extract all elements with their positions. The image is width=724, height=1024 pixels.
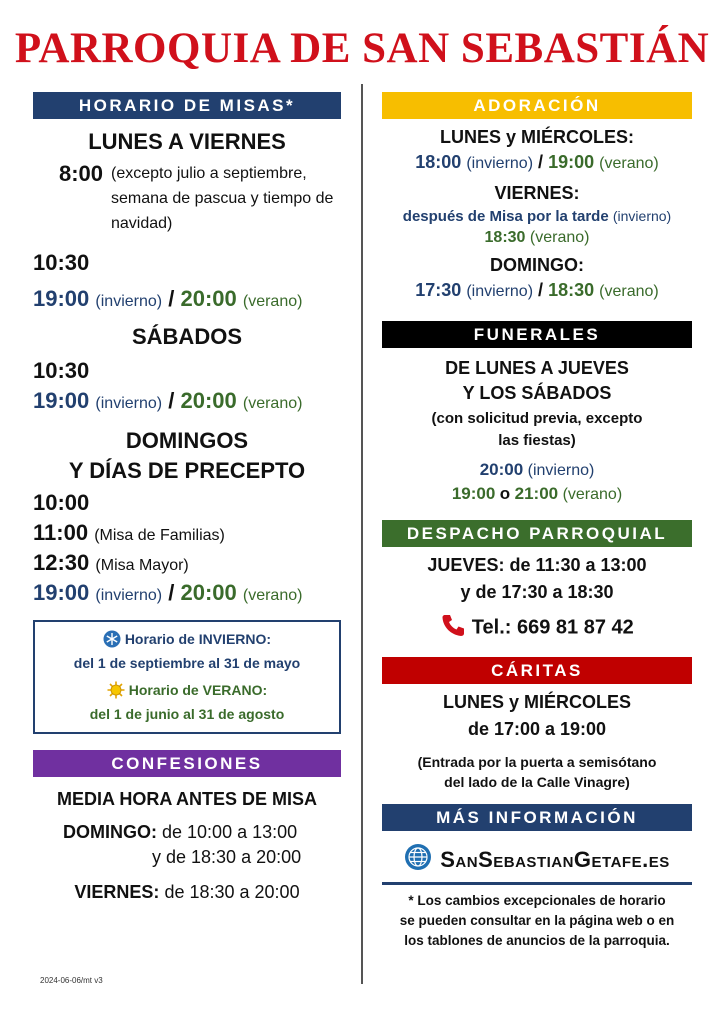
weekday-title: LUNES A VIERNES xyxy=(88,129,286,154)
version-label: 2024-06-06/mt v3 xyxy=(40,976,103,985)
snowflake-icon xyxy=(103,630,121,651)
website-link[interactable]: SanSebastianGetafe.es xyxy=(440,846,670,872)
weekday-8-note: (excepto julio a septiembre, semana de pascua y tiempo de navidad) xyxy=(111,165,334,232)
caritas-line1: LUNES y MIÉRCOLES xyxy=(442,692,632,712)
saturday-title: SÁBADOS xyxy=(131,324,242,349)
summer-range: del 1 de junio al 31 de agosto xyxy=(89,706,285,722)
summer-title-row: Horario de VERANO: xyxy=(41,681,333,702)
funerales-header: FUNERALES xyxy=(382,321,692,348)
weekday-evening-row: 19:00 (invierno) / 20:00 (verano) xyxy=(33,286,303,311)
weekday-time-1030: 10:30 xyxy=(33,250,90,275)
confesiones-friday-row: VIERNES: de 18:30 a 20:00 xyxy=(74,882,300,902)
funerales-winter: 20:00 (invierno) xyxy=(479,460,595,479)
funerales-note: (con solicitud previa, excepto las fiestas) xyxy=(431,410,643,449)
adoracion-mw-times: 18:00 (invierno) / 19:00 (verano) xyxy=(415,152,659,172)
weekday-time-8: 8:00 xyxy=(58,161,103,186)
adoracion-sun-times: 17:30 (invierno) / 18:30 (verano) xyxy=(415,280,659,300)
page-title: PARROQUIA DE SAN SEBASTIÁN xyxy=(14,25,710,72)
despacho-line1: JUEVES: de 11:30 a 13:00 xyxy=(427,555,647,575)
winter-range: del 1 de septiembre al 31 de mayo xyxy=(73,655,301,671)
globe-icon xyxy=(404,843,432,876)
saturday-time-1030: 10:30 xyxy=(33,358,90,383)
phone-icon xyxy=(440,613,466,643)
funerales-summer: 19:00 o 21:00 (verano) xyxy=(451,484,623,503)
confesiones-sunday-row: DOMINGO: de 10:00 a 13:00 xyxy=(63,822,298,842)
confesiones-sunday-row2: y de 18:30 a 20:00 xyxy=(152,847,302,867)
caritas-note: (Entrada por la puerta a semisótano del lado de la Calle Vinagre) xyxy=(417,754,657,790)
confesiones-line1: MEDIA HORA ANTES DE MISA xyxy=(56,789,317,809)
info-header: MÁS INFORMACIÓN xyxy=(382,804,692,831)
phone-number[interactable]: Tel.: 669 81 87 42 xyxy=(471,616,634,639)
adoracion-fri-summer: 18:30 (verano) xyxy=(484,229,590,246)
despacho-header: DESPACHO PARROQUIAL xyxy=(382,520,692,547)
right-column xyxy=(382,92,692,951)
footnote: * Los cambios excepcionales de horario se pueden consultar en la página web o en los tablones de anuncios de la parroquia. xyxy=(382,882,692,951)
sunday-time-1000: 10:00 xyxy=(33,490,90,515)
sunday-time-1230-row: 12:30 (Misa Mayor) xyxy=(33,550,189,575)
sun-icon xyxy=(107,681,125,702)
column-divider xyxy=(361,84,363,984)
sunday-evening-row: 19:00 (invierno) / 20:00 (verano) xyxy=(33,580,303,605)
adoracion-mw-title: LUNES y MIÉRCOLES: xyxy=(439,127,635,147)
despacho-line2: y de 17:30 a 18:30 xyxy=(460,582,614,602)
sunday-title: DOMINGOS Y DÍAS DE PRECEPTO xyxy=(68,428,306,483)
despacho-phone-row xyxy=(382,613,692,643)
caritas-header: CÁRITAS xyxy=(382,657,692,684)
winter-title-row: Horario de INVIERNO: xyxy=(41,630,333,651)
left-column xyxy=(33,92,341,903)
website-row xyxy=(382,843,692,876)
funerales-days: DE LUNES A JUEVES Y LOS SÁBADOS xyxy=(445,358,629,403)
weekday-8am-row xyxy=(33,161,341,236)
adoracion-sun-title: DOMINGO: xyxy=(490,255,584,275)
season-box xyxy=(33,620,341,734)
adoracion-fri-winter: después de Misa por la tarde (invierno) xyxy=(402,208,672,225)
adoracion-header: ADORACIÓN xyxy=(382,92,692,119)
adoracion-fri-title: VIERNES: xyxy=(494,183,580,203)
sunday-time-1100-row: 11:00 (Misa de Familias) xyxy=(33,520,225,545)
confesiones-header: CONFESIONES xyxy=(33,750,341,777)
misas-header: HORARIO DE MISAS* xyxy=(33,92,341,119)
caritas-line2: de 17:00 a 19:00 xyxy=(467,719,607,739)
saturday-evening-row: 19:00 (invierno) / 20:00 (verano) xyxy=(33,388,303,413)
